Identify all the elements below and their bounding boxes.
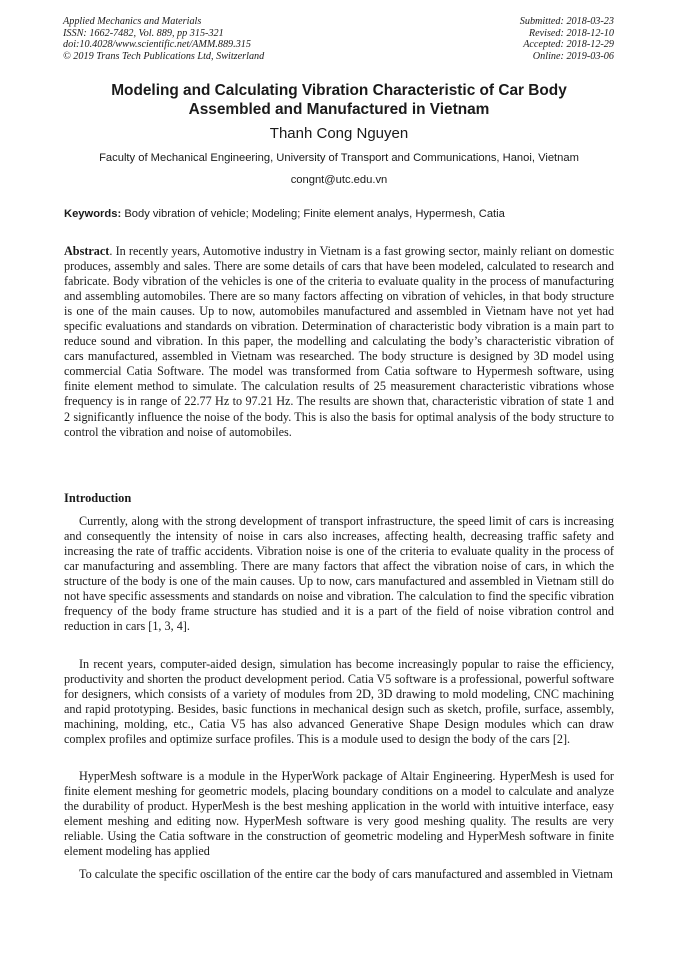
journal-copyright: © 2019 Trans Tech Publications Ltd, Switzerland bbox=[63, 50, 265, 62]
keywords-text: Body vibration of vehicle; Modeling; Finite element analys, Hypermesh, Catia bbox=[124, 208, 505, 220]
section-heading-introduction: Introduction bbox=[64, 491, 132, 505]
abstract-label: Abstract bbox=[64, 244, 110, 258]
author-email: congnt@utc.edu.vn bbox=[290, 174, 388, 186]
journal-name: Applied Mechanics and Materials bbox=[63, 16, 202, 27]
date-accepted: Accepted: 2018-12-29 bbox=[523, 39, 614, 51]
intro-paragraph-2: In recent years, computer-aided design, simulation has become increasingly popular to raise the efficiency, productivity and shorten the product development period. Catia V5 software is a professional, powerful software for designers, which consists of a variety of modules from 2D, 3D drawing to mold modeling, CNC machining and rapid prototyping. Besides, basic functions in mechanical design such as sketch, profile, surface, assembly, machining, molding, etc., Catia V5 has also advanced Generative Shape Design modules which can draw complex profiles and optimize surface profiles. This is a module used to design the body of the cars [2]. bbox=[64, 657, 614, 747]
intro-paragraph-1: Currently, along with the strong development of transport infrastructure, the speed limit of cars is increasing and consequently the intensity of noise in cars also increases, affecting health, decreasing traffic safety and increasing the rate of traffic accidents. Vibration noise is one of the criteria to evaluate quality in the process of car manufacturing and assembling. There are many factors that affect the vibration noise of cars, in which the structure of the body is one of the main causes. Up to now, cars manufactured and assembled in Vietnam still do not have specific assessments and standards on noise and vibration. The calculation to find the specific vibration frequency of the body frame structure has studied and it is a part of the field of noise vibration control and reduction in cars [1, 3, 4]. bbox=[64, 514, 614, 634]
title-line-1: Modeling and Calculating Vibration Characteristic of Car Body bbox=[111, 82, 567, 99]
paper-title bbox=[40, 81, 638, 119]
date-revised: Revised: 2018-12-10 bbox=[528, 27, 614, 39]
date-online: Online: 2019-03-06 bbox=[532, 50, 614, 62]
author-name: Thanh Cong Nguyen bbox=[269, 125, 409, 142]
author-affiliation: Faculty of Mechanical Engineering, University of Transport and Communications, Hanoi, Vietnam bbox=[99, 152, 579, 164]
journal-doi: doi:10.4028/www.scientific.net/AMM.889.315 bbox=[63, 39, 251, 51]
journal-info bbox=[63, 16, 264, 62]
intro-paragraph-3: HyperMesh software is a module in the HyperWork package of Altair Engineering. HyperMesh is used for finite element meshing for geometric models, placing boundary conditions on a model to calculate and analyze the durability of product. HyperMesh is the best meshing application in the world with intuitive interface, easy element meshing and editing now. HyperMesh software is very good meshing quality. The results are very reliable. Using the Catia software in the construction of geometric modeling and HyperMesh software in finite element modeling has applied bbox=[64, 769, 614, 859]
submission-dates bbox=[520, 16, 614, 62]
keywords bbox=[64, 208, 614, 220]
abstract bbox=[64, 244, 614, 440]
journal-issn: ISSN: 1662-7482, Vol. 889, pp 315-321 bbox=[63, 27, 224, 39]
abstract-text: . In recently years, Automotive industry in Vietnam is a fast growing sector, mainly reliant on domestic produces, assembly and sales. There are some details of cars that have been modeled, calculated to research and fabricate. Body vibration of the vehicles is one of the criteria to evaluate quality in the process of manufacturing and assembling automobiles. There are so many factors affecting on vibration of vehicles, in that body structure is one of the main causes. Up to now, automobiles manufactured and assembled in Vietnam have not yet had specific evaluations and standards on vibration. Determination of characteristic body vibration is a main part to reduce sound and vibration. In this paper, the modelling and calculating the body’s characteristic vibration of cars manufactured, assembled in Vietnam was researched. The body structure is designed by 3D model using commercial Catia Software. The model was transformed from Catia software to Hypermesh software, using finite element method to simulate. The calculation results of 25 measurement characteristic vibrations whose frequency is in range of 22.77 Hz to 97.21 Hz. The results are shown that, characteristic vibration of state 1 and 2 significantly influence the noise of the body. This is also the basis for optimal analysis of the body structure to control the vibration and noise of automobiles. bbox=[64, 244, 614, 439]
intro-paragraph-4: To calculate the specific oscillation of the entire car the body of cars manufactured and assembled in Vietnam bbox=[79, 867, 613, 881]
date-submitted: Submitted: 2018-03-23 bbox=[519, 16, 614, 27]
title-line-2: Assembled and Manufactured in Vietnam bbox=[188, 101, 490, 118]
keywords-label: Keywords: bbox=[64, 208, 122, 220]
